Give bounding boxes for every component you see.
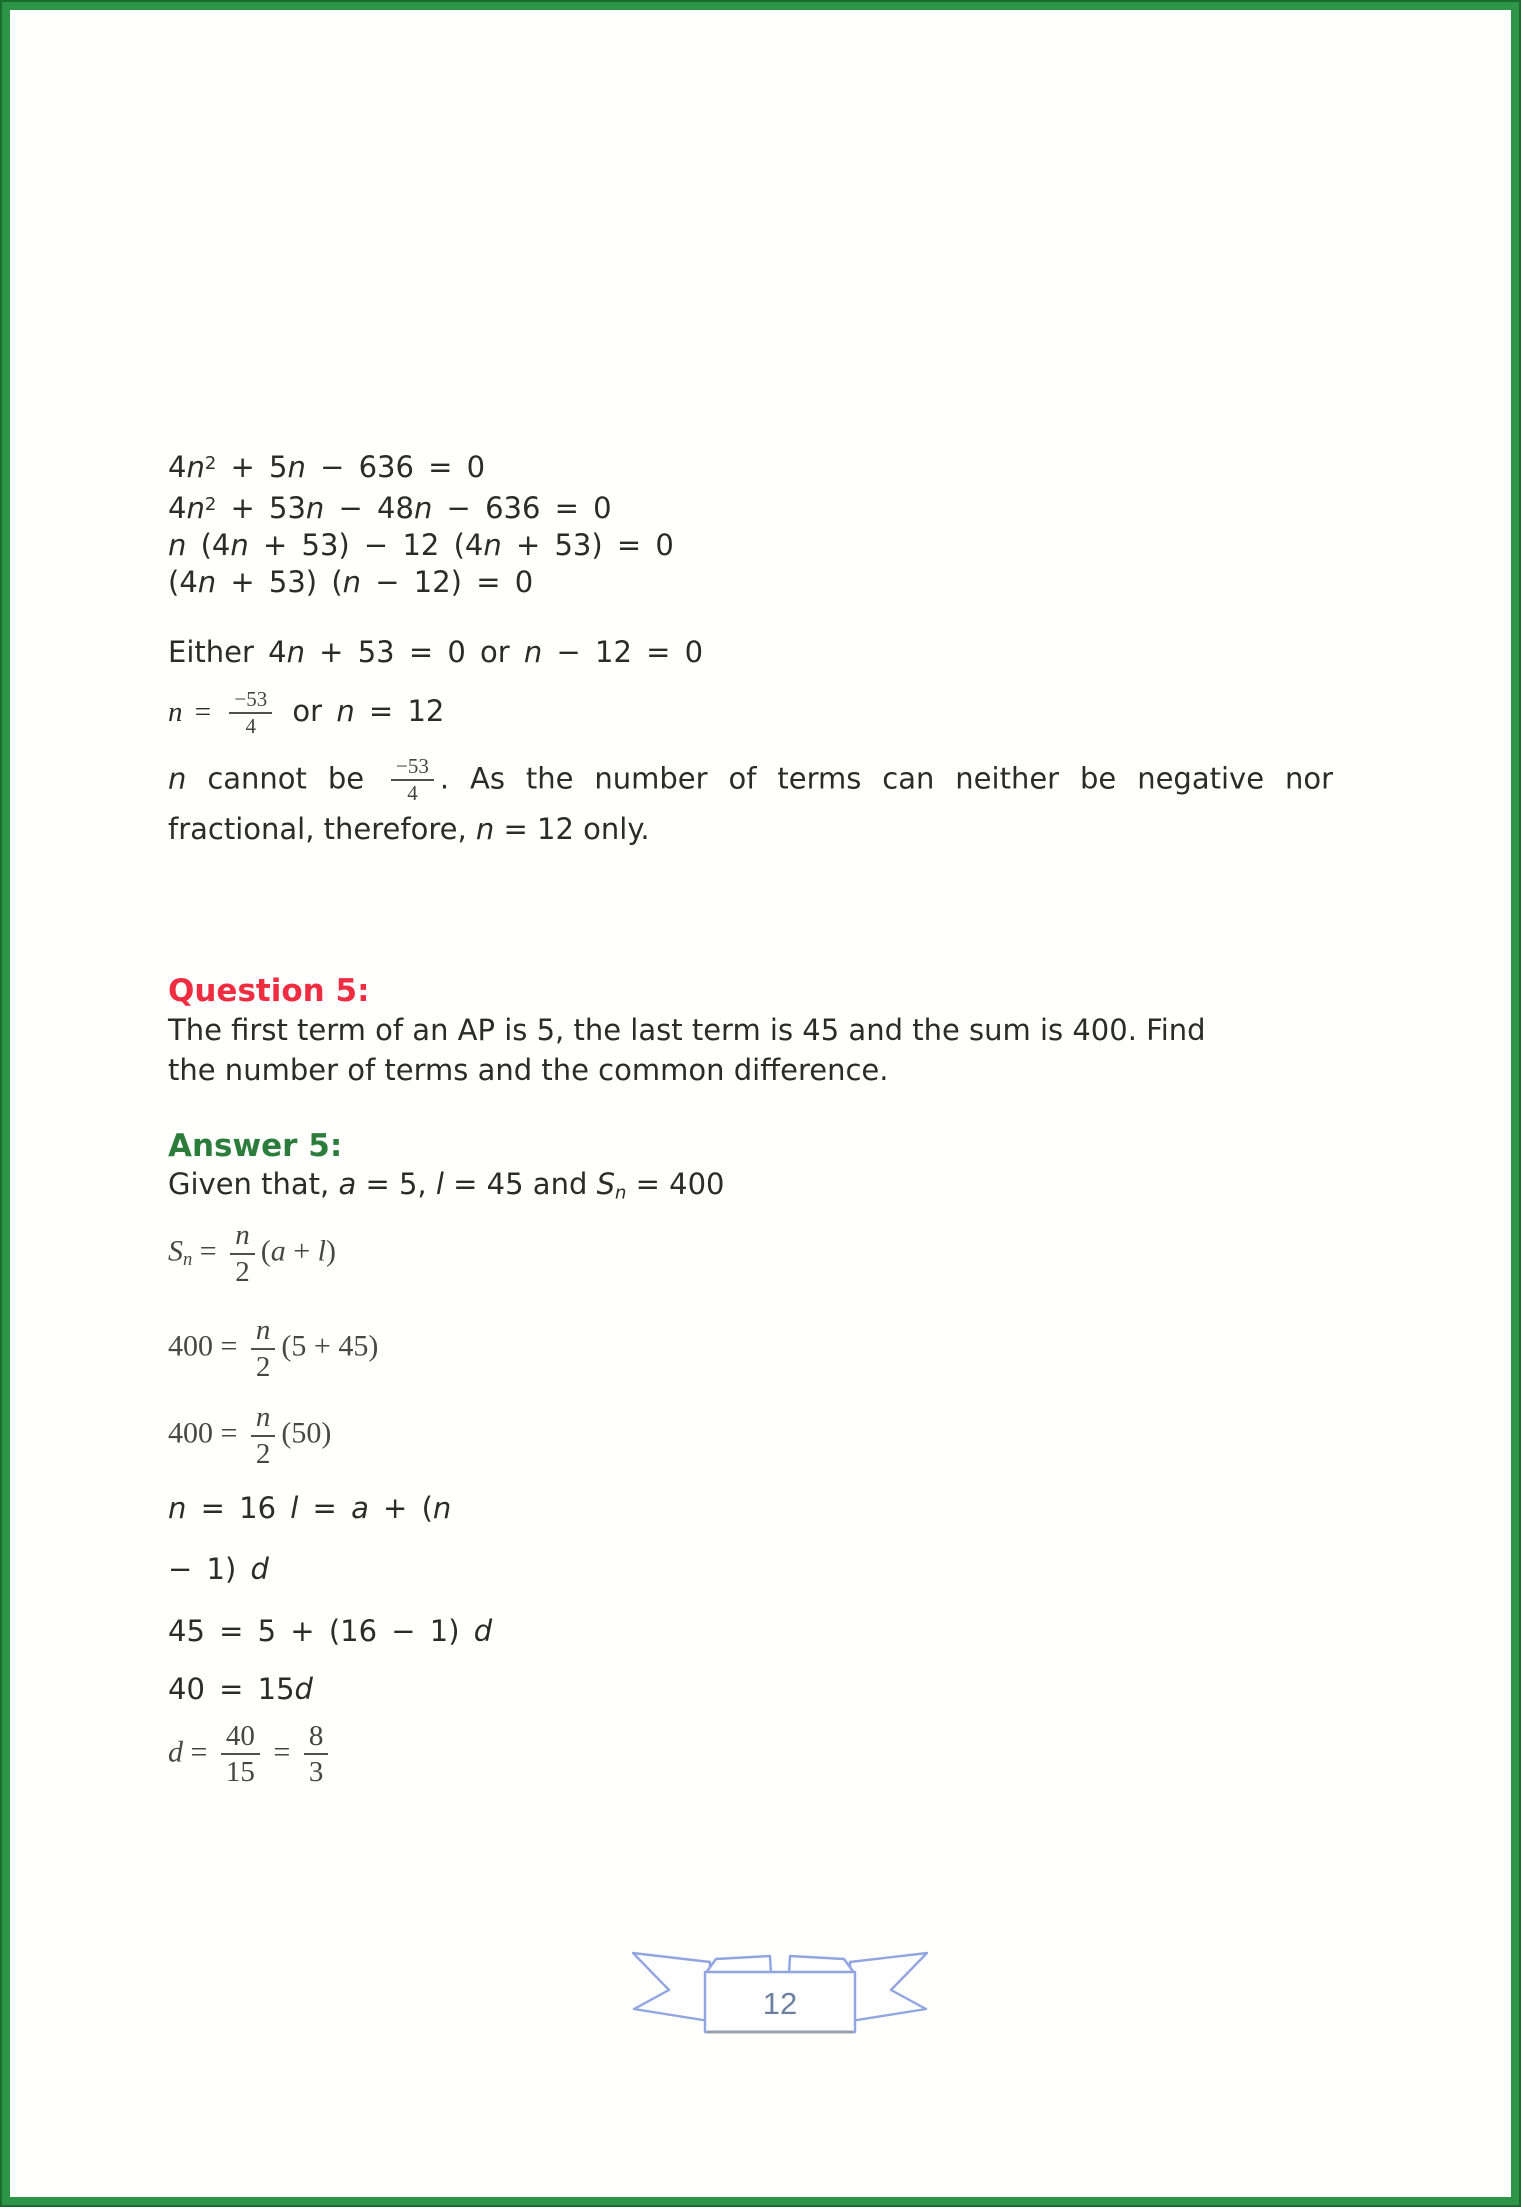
page-number: 12 xyxy=(762,1986,798,2021)
answer5-heading: Answer 5: xyxy=(168,1127,343,1164)
roots-line: n = $\frac{-53}{4}$ or n = 12 xyxy=(168,686,445,739)
equation-line-4: (4n + 53) (n − 12) = 0 xyxy=(168,565,534,600)
equation-line-3: n (4n + 53) − 12 (4n + 53) = 0 xyxy=(168,528,674,563)
page-number-banner xyxy=(630,1948,930,2050)
sum-substituted-equation: 400 = $\frac{n}{2}$ (5 + 45) xyxy=(168,1314,379,1383)
step-40-equation: 40 = 15d xyxy=(168,1672,313,1706)
step-n-equals-16-line: n = 16 l = a + (n xyxy=(168,1491,452,1525)
page-border-green xyxy=(2,2,1519,2205)
question5-text-line-2: the number of terms and the common difference. xyxy=(168,1052,889,1087)
conclusion-line-1: n cannot be $\frac{-53}{4}$ . As the number of terms can neither be negative nor xyxy=(168,753,1334,806)
ribbon-left-tail xyxy=(633,1953,710,2021)
question5-heading: Question 5: xyxy=(168,972,370,1009)
step-45-equation: 45 = 5 + (16 − 1) d xyxy=(168,1614,493,1648)
conclusion-line-2: fractional, therefore, n = 12 only. xyxy=(168,811,650,846)
sum-formula-equation: $S_n$ = $\frac{n}{2}$ (a + l) xyxy=(168,1219,336,1288)
page-content xyxy=(168,445,1333,1789)
given-line: Given that, a = 5, l = 45 and $S_n = 400$ xyxy=(168,1166,725,1204)
d-result-equation: d = $\frac{40}{15}$ = $\frac{8}{3}$ xyxy=(168,1720,1333,1789)
conclusion-paragraph xyxy=(168,755,1333,853)
solution-steps xyxy=(168,1492,1333,1705)
step-minus-1-d-line: − 1) d xyxy=(168,1552,269,1586)
document-page xyxy=(10,10,1511,2197)
equation-line-2: $4n^2 + 53n - 48n - 636 = 0$ xyxy=(168,491,612,526)
question5-text-line-1: The first term of an AP is 5, the last term is 45 and the sum is 400. Find xyxy=(168,1012,1206,1047)
equation-line-1: $4n^2 + 5n - 636 = 0$ xyxy=(168,450,486,485)
factorization-block xyxy=(168,445,1333,601)
either-or-line: Either 4n + 53 = 0 or n − 12 = 0 xyxy=(168,635,704,670)
ribbon-right-tail xyxy=(850,1953,927,2021)
question5-text xyxy=(168,1010,1333,1090)
sum-simplified-equation: 400 = $\frac{n}{2}$ (50) xyxy=(168,1401,332,1470)
